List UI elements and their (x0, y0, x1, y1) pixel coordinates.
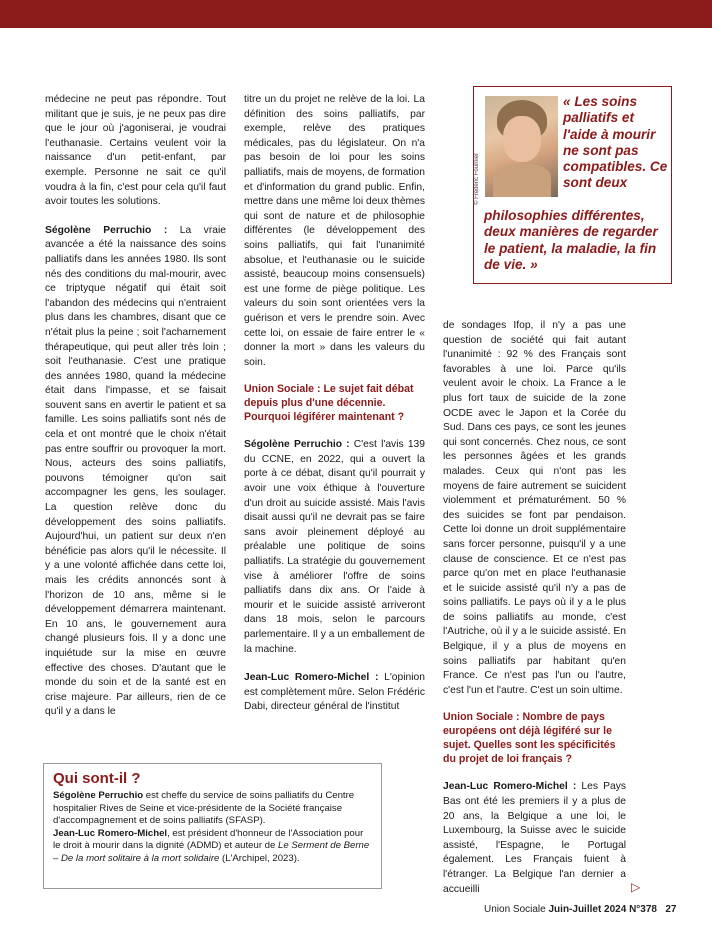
publication-name: Union Sociale (484, 904, 546, 915)
interview-question: Union Sociale : Le sujet fait débat depuis plus d'une décennie. Pourquoi légiférer maintenant ? (244, 383, 414, 424)
issue-label: Juin-Juillet 2024 N°378 (548, 904, 657, 915)
bio-text: est cheffe du service de soins palliatifs du Centre hospitalier Rives de Seine et vice-présidente de la Société française d'accompagnement et de soins palliatifs (SFASP). (53, 790, 355, 827)
paragraph (244, 438, 425, 657)
paragraph-text: L'opinion est complètement mûre. Selon Frédéric Dabi, directeur général de l'institut (244, 672, 426, 713)
bio-box (43, 763, 382, 889)
continue-arrow-icon: ▷ (631, 880, 641, 894)
bio-text: (L'Archipel, 2023). (219, 852, 300, 864)
paragraph (45, 224, 226, 720)
person-name: Jean-Luc Romero-Michel (53, 827, 168, 839)
speaker-name: Jean-Luc Romero-Michel : (244, 672, 379, 684)
page-footer (484, 904, 676, 915)
speaker-name: Ségolène Perruchio : (244, 439, 350, 451)
paragraph (244, 671, 425, 715)
bio-text: , est président d'honneur de l'Association pour le droit à mourir dans la dignité (ADMD) et auteur de (53, 827, 364, 852)
column-2 (244, 93, 425, 715)
bio-entry (53, 790, 372, 828)
photo-credit: © Frédéric Fournier (474, 152, 480, 205)
paragraph-text: La vraie avancée a été la naissance des soins palliatifs dans les années 1980. Ils sont nés des conditions du mal-mourir, avec ce triptyque négatif qui était soit l'abandon des médecins qui n'entraient plus dans les chambres, disant que ce n'était plus la peine ; soit l'acharnement thérapeutique, qui peut aller très loin ; soit l'euthanasie. C'est une pratique des années 1980, quand la médecine était dans l'impasse, et se faisait souvent sans en avertir le patient et sa famille. Les soins palliatifs sont nés de cela et ont montré que le choix n'était pas entre souffrir ou provoquer la mort. Nous, acteurs des soins palliatifs, pouvons témoigner qu'on sait accompagner les gens, les soulager. La question relève donc du développement des soins palliatifs. Aujourd'hui, un patient sur deux n'en bénéficie pas alors qu'il le nécessite. Il y a une volonté affichée dans cette loi, mais les crédits annoncés sont à l'horizon de 10 ans, même si le développement démarrera maintenant. En 10 ans, le gouvernement aura changé plusieurs fois. Il y a donc une inquiétude sur la mise en œuvre effective des choses. D'autant que le monde du soin et de la santé est en crise majeure. Par ailleurs, rien de ce qu'il y a dans le (45, 224, 226, 718)
book-title: Le Serment de Berne – De la mort solitaire à la mort solidaire (53, 840, 370, 864)
interview-question: Union Sociale : Nombre de pays européens ont déjà légiféré sur le sujet. Quelles sont les spécificités du projet de loi français ? (443, 711, 616, 766)
pull-quote-text-continued: philosophies différentes, deux manières de regarder le patient, la maladie, la fin de vie. » (484, 208, 658, 272)
top-color-band (0, 0, 712, 28)
paragraph: médecine ne peut pas répondre. Tout militant que je suis, je ne peux pas dire que le jour où j'agoniserai, je voudrai l'euthanasie. Certains veulent voir la naissance d'un petit-enfant, par exemple. Personne ne sait ce qu'il voudra à la fin, c'est pour cela qu'il faut avoir toutes les solutions. (45, 94, 226, 208)
person-name: Ségolène Perruchio (53, 790, 144, 801)
bio-entry (53, 828, 372, 866)
speaker-name: Ségolène Perruchio : (45, 224, 168, 236)
bio-box-title: Qui sont-il ? (53, 770, 141, 787)
paragraph: titre un du projet ne relève de la loi. La définition des soins palliatifs, par exemple, relève des pratiques médicales, pas du législateur. On n'a pas besoin de loi pour les soins palliatifs, mais de moyens, de formation et d'information du grand public. Enfin, mettre dans une même loi deux thèmes qui sont de nature et de philosophie différentes (le développement des soins palliatifs, qui fait l'unanimité absolue, et l'euthanasie ou le suicide assisté, beaucoup moins consensuels) est une forme de piège politique. Les valeurs du soin sont orientées vers la guérison et vers le prendre soin. Avec cette loi, on essaie de faire entrer le « donner la mort » dans les valeurs du soin. (244, 94, 425, 368)
paragraph: de sondages Ifop, il n'y a pas une question de société qui fait autant l'unanimité : 92 % des Français sont favorables à une loi. Parce qu'ils veulent avoir le choix. La France a le plus fort taux de suicide de la zone OCDE avec le Japon et la Corée du Sud. Dans ces pays, ce sont les jeunes qui sont concernés. Chez nous, ce sont les personnes âgées et les grands malades. Ceux qui n'ont pas les moyens de faire autrement se suicident violemment et prématurément. 50 % des suicides se font par pendaison. Cette loi donne un droit supplémentaire sans forcer personne, puisqu'il y a une clause de conscience. Et ce n'est pas parce qu'on met en place l'euthanasie et le suicide assisté qu'il n'y a pas de soins palliatifs. Le pays où il y a le plus de soins palliatifs au monde, c'est l'Autriche, où il y a le suicide assisté. En Belgique, il y a plus de moyens en soins palliatifs par habitant qu'en France. Ce n'est pas l'un ou l'autre, c'est l'un et l'autre. C'est un soin ultime. (443, 320, 626, 696)
pull-quote-text: « Les soins palliatifs et l'aide à mourir ne sont pas compatibles. Ce sont deux (563, 94, 668, 191)
page-number: 27 (665, 904, 677, 915)
column-1 (45, 93, 226, 720)
paragraph (443, 780, 626, 897)
paragraph-text: C'est l'avis 139 du CCNE, en 2022, qui a ouvert la porte à ce débat, disant qu'il pourrait y avoir une voix éthique à l'ouverture d'un droit au suicide assisté. Mais l'avis disait aussi qu'il ne devrait pas se faire sans avoir pleinement déployé au préalable une politique de soins palliatifs. La stratégie du gouvernement vise à améliorer l'offre de soins palliatifs dans dix ans. Or l'aide à mourir et le suicide assisté arriveront dans 18 mois, selon le parcours parlementaire. Il y a un emballement de la machine. (244, 439, 425, 655)
portrait-photo (485, 96, 558, 197)
paragraph-text: Les Pays Bas ont été les premiers il y a plus de 20 ans, la Belgique a une loi, le Luxembourg, la Suisse avec le suicide assisté, l'Espagne, le Portugal également. Les Français fuient à l'étranger. La Belgique l'an dernier a accueilli (443, 781, 627, 895)
column-3 (443, 319, 626, 897)
speaker-name: Jean-Luc Romero-Michel : (443, 781, 577, 793)
